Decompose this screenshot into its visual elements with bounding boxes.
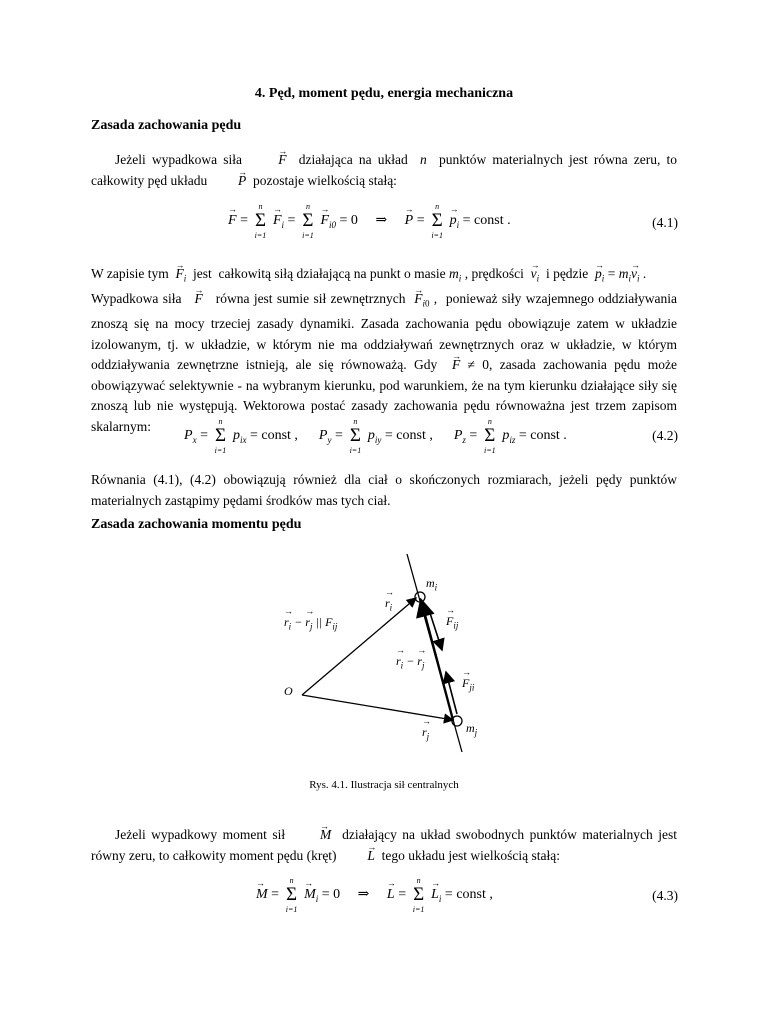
section-heading-momentum: Zasada zachowania pędu [91,118,242,133]
equation-4-2: $P_x = \Sigma$ n i=1 $p_{ix}$ = const , $P_y = \Sigma$ n i=1 $p_{iy}$ = const , $P_z = \Sigma$ n i=1 $p_{iz}$ = const . [184,417,567,455]
central-forces-figure [270,548,500,758]
paragraph-3 [91,470,677,511]
label-origin: O [284,684,293,698]
paragraph-3-text: Równania (4.1), (4.2) obowiązują również dla ciał o skończonych rozmiarach, jeżeli pędy punktów materialnych zastąpimy pędami środków mas tych ciał. [91,472,677,508]
label-mi: $m_i$ [426,576,438,593]
label-ri-minus-rj: → $r_i$ − → $r_j$ [396,654,424,670]
label-parallel: → $r_i$ − → $r_j$ || $F_{ij}$ [284,615,337,631]
equation-number-4-2: (4.2) [652,428,678,443]
figure-caption: Rys. 4.1. Ilustracja sił centralnych [309,779,459,791]
section-heading-angular-momentum: Zasada zachowania momentu pędu [91,517,302,532]
equation-4-3: → M = Σ n i=1 → $M_i = 0$ ⇒ → L = Σ n i=1 → $L_i$ = const , [256,886,493,904]
equation-4-1: → F = Σ n i=1 → $F_i = \Sigma$ n i=1 → $F_{i0} = 0$ ⇒ → P = Σ n i=1 → $p_i$ = const . [228,212,511,230]
equation-number-4-3: (4.3) [652,888,678,903]
paragraph-4: Jeżeli wypadkowy moment sił → M działający na układ swobodnych punktów materialnych jest równy zeru, to całkowity moment pędu (kręt) → L tego układu jest wielkością stałą: [91,825,677,866]
label-ri: → $r_i$ [385,596,392,612]
paragraph-2: W zapisie tym → $F_i$ jest całkowitą siłą działającą na punkt o masie $m_i$ , prędkości → $v_i$ i pędzie → $p_i = m_i\to v_i$ . Wypadkowa siła → F równa jest sumie sił zewnętrznych → $F_{i0}$ , ponieważ siły wzajemnego oddziaływania znoszą się na mocy trzeciej zasady dynamiki. Zasada zachowania pędu obowiązuje zatem w układzie izolowanym, tj. w układzie, w którym nie ma oddziaływań zewnętrznych oraz w układzie, w którym oddziaływania zewnętrzne istnieją, ale się równoważą. Gdy → F ≠ 0, zasada zachowania pędu może obowiązywać selektywnie - na wybranym kierunku, pod warunkiem, że na tym kierunku działające siły się znoszą lub nie występują. Wektorowa postać zasady zachowania pędu równoważna jest trzem zapisom skalarnym: [91,264,677,437]
force-fji-arrow [446,672,457,714]
force-fij-arrow [429,610,442,650]
label-mj: $m_j$ [466,721,478,738]
label-fij: → $F_{ij}$ [446,614,458,630]
equation-number-4-1: (4.1) [652,215,678,230]
label-rj: → $r_j$ [422,725,429,741]
chapter-title: 4. Pęd, moment pędu, energia mechaniczna [254,86,514,101]
label-fji: → $F_{ji}$ [462,676,474,692]
paragraph-1: Jeżeli wypadkowa siła → F działająca na układ n punktów materialnych jest równa zeru, to całkowity pęd układu → P pozostaje wielkością stałą: [91,150,677,191]
